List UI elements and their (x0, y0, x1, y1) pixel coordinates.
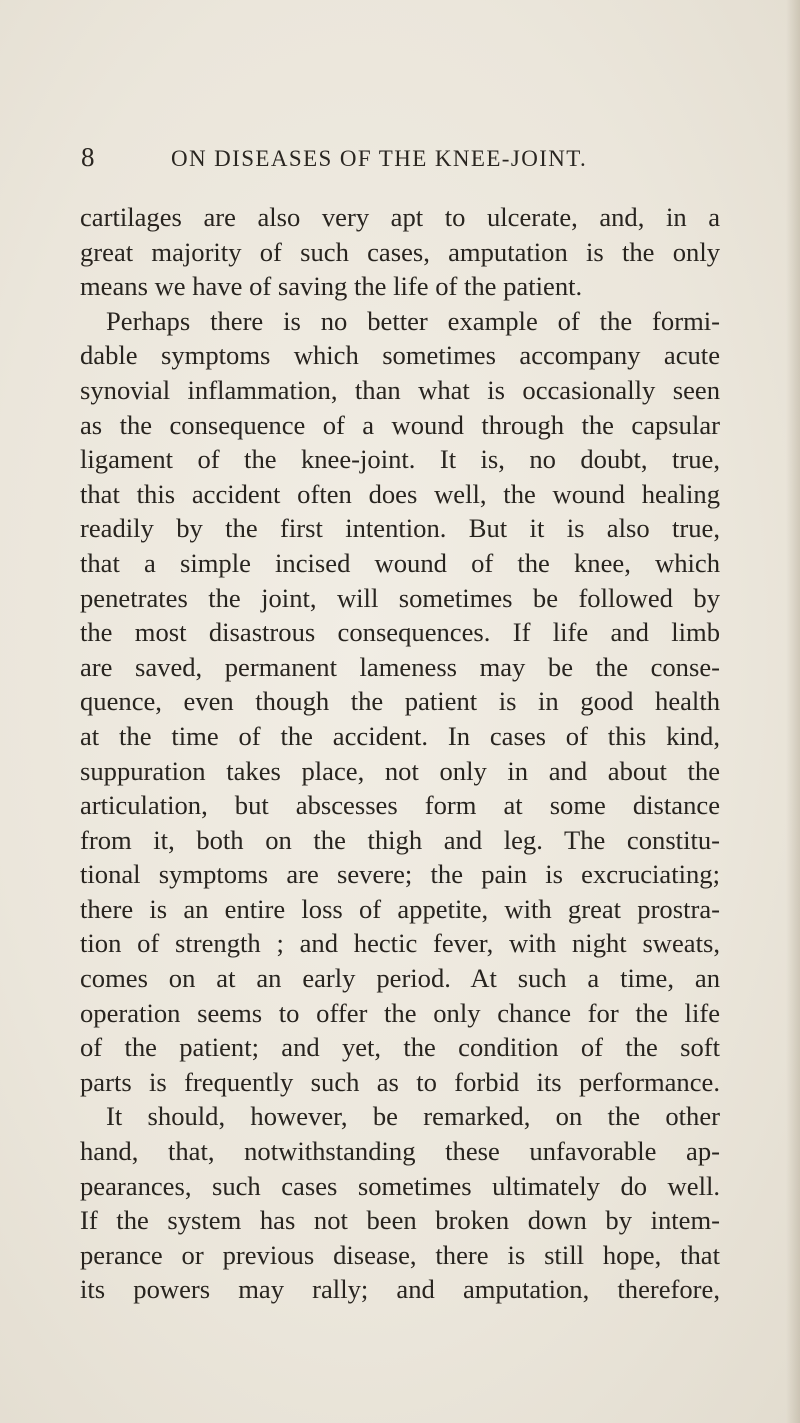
text-line: there is an entire loss of appetite, with great prostra- (80, 893, 720, 924)
text-line: If the system has not been broken down by intem- (80, 1205, 720, 1236)
page-header (81, 142, 721, 182)
text-line: of the patient; and yet, the condition of the soft (80, 1032, 720, 1063)
text-line: articulation, but abscesses form at some distance (80, 790, 720, 821)
text-line: tional symptoms are severe; the pain is excruciating; (80, 859, 720, 890)
text-line: are saved, permanent lameness may be the conse- (80, 651, 720, 682)
text-line: operation seems to offer the only chance for the life (80, 997, 720, 1028)
text-line: perance or previous disease, there is still hope, that (80, 1239, 720, 1270)
text-line: cartilages are also very apt to ulcerate, and, in a (80, 202, 720, 232)
body-text (80, 200, 720, 1307)
text-line: It should, however, be remarked, on the other (106, 1101, 720, 1132)
text-line: parts is frequently such as to forbid its performance. (80, 1066, 720, 1097)
page-edge-shadow (786, 0, 800, 1423)
running-title: ON DISEASES OF THE KNEE-JOINT. (171, 146, 588, 171)
text-line: dable symptoms which sometimes accompany acute (80, 340, 720, 371)
text-line: at the time of the accident. In cases of this kind, (80, 720, 720, 751)
text-line: Perhaps there is no better example of the formi- (106, 305, 720, 336)
text-line: ligament of the knee-joint. It is, no doubt, true, (80, 444, 720, 475)
text-line: suppuration takes place, not only in and about the (80, 755, 720, 786)
text-line: that this accident often does well, the wound healing (80, 478, 720, 509)
text-line: from it, both on the thigh and leg. The constitu- (80, 824, 720, 855)
text-line: great majority of such cases, amputation is the only (80, 236, 720, 267)
text-line: synovial inflammation, than what is occasionally seen (80, 374, 720, 405)
text-line: that a simple incised wound of the knee, which (80, 547, 720, 578)
text-line: the most disastrous consequences. If life and limb (80, 617, 720, 648)
text-line: as the consequence of a wound through the capsular (80, 409, 720, 440)
text-line: readily by the first intention. But it is also true, (80, 513, 720, 544)
text-line: means we have of saving the life of the patient. (80, 271, 583, 302)
text-line: quence, even though the patient is in good health (80, 686, 720, 717)
text-line: tion of strength ; and hectic fever, with night sweats, (80, 928, 720, 959)
page-number: 8 (81, 142, 95, 172)
text-line: its powers may rally; and amputation, therefore, (80, 1274, 720, 1305)
text-line: pearances, such cases sometimes ultimately do well. (80, 1170, 720, 1201)
text-line: comes on at an early period. At such a time, an (80, 963, 720, 994)
text-line: penetrates the joint, will sometimes be followed by (80, 582, 720, 613)
text-line: hand, that, notwithstanding these unfavorable ap- (80, 1136, 720, 1167)
